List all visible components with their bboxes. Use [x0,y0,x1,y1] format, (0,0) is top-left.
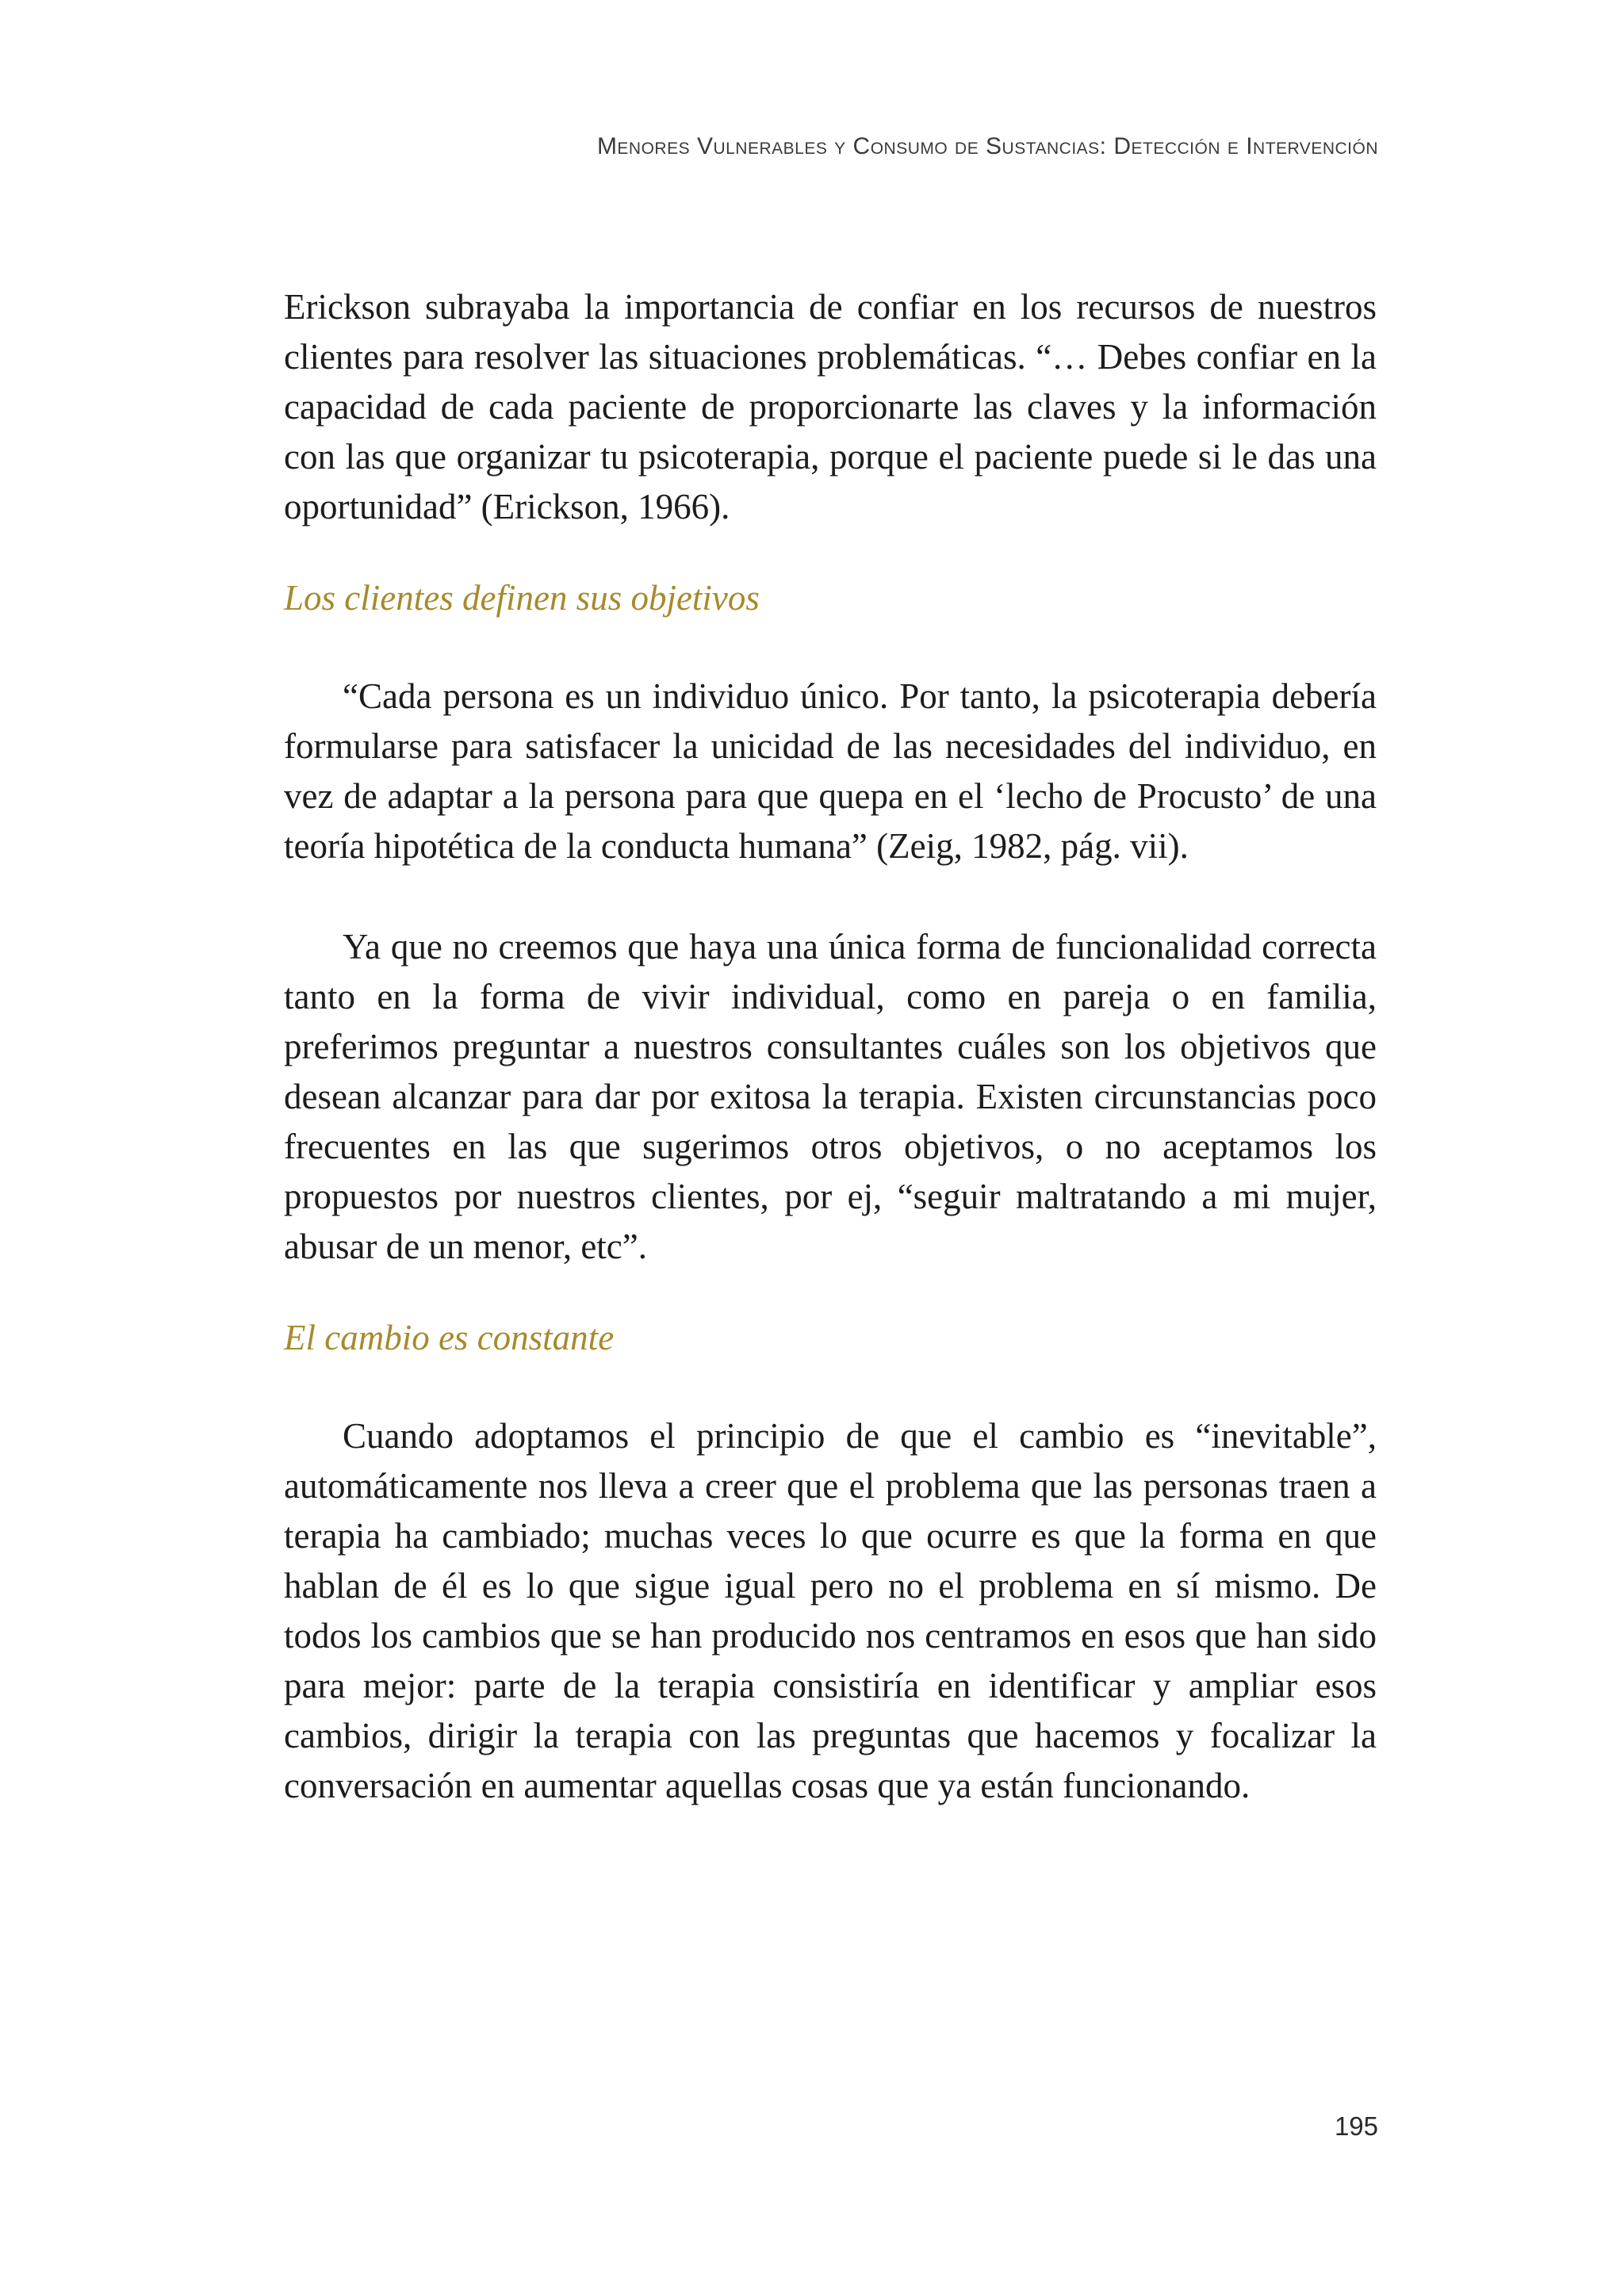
paragraph-change-inevitable: Cuando adoptamos el principio de que el cambio es “inevitable”, automáticamente nos lleva a creer que el problema que las personas traen a terapia ha cambiado; muchas veces lo que ocurre es que la forma en que hablan de él es lo que sigue igual pero no el problema en sí mismo. De todos los cambios que se han producido nos centramos en esos que han sido para mejor: parte de la terapia consistiría en identificar y ampliar esos cambios, dirigir la terapia con las preguntas que hacemos y focalizar la conversación en aumentar aquellas cosas que ya están funcionando. [284,1416,1377,1805]
paragraph-zeig-quote: “Cada persona es un individuo único. Por tanto, la psicoterapia debería formularse para satisfacer la unicidad de las necesidades del individuo, en vez de adaptar a la persona para que quepa en el ‘lecho de Procusto’ de una teoría hipotética de la conducta humana” (Zeig, 1982, pág. vii). [284,676,1377,866]
section-heading-client-goals: Los clientes definen sus objetivos [284,578,760,618]
body-content [284,282,1377,1811]
paragraph-consultant-goals: Ya que no creemos que haya una única forma de funcionalidad correcta tanto en la forma de vivir individual, como en pareja o en familia, preferimos preguntar a nuestros consultantes cuáles son los objetivos que desean alcanzar para dar por exitosa la terapia. Existen circunstancias poco frecuentes en las que sugerimos otros objetivos, o no aceptamos los propuestos por nuestros clientes, por ej, “seguir maltratando a mi mujer, abusar de un menor, etc”. [284,927,1377,1266]
section-heading-change-constant: El cambio es constante [284,1318,615,1357]
page-number: 195 [1334,2111,1378,2141]
paragraph-erickson-resources: Erickson subrayaba la importancia de confiar en los recursos de nuestros clientes para resolver las situaciones problemáticas. “… Debes confiar en la capacidad de cada paciente de proporcionarte las claves y la información con las que organizar tu psicoterapia, porque el paciente puede si le das una oportunidad” (Erickson, 1966). [284,287,1377,526]
running-header: Menores Vulnerables y Consumo de Sustancias: Detección e Intervención [596,133,1378,159]
